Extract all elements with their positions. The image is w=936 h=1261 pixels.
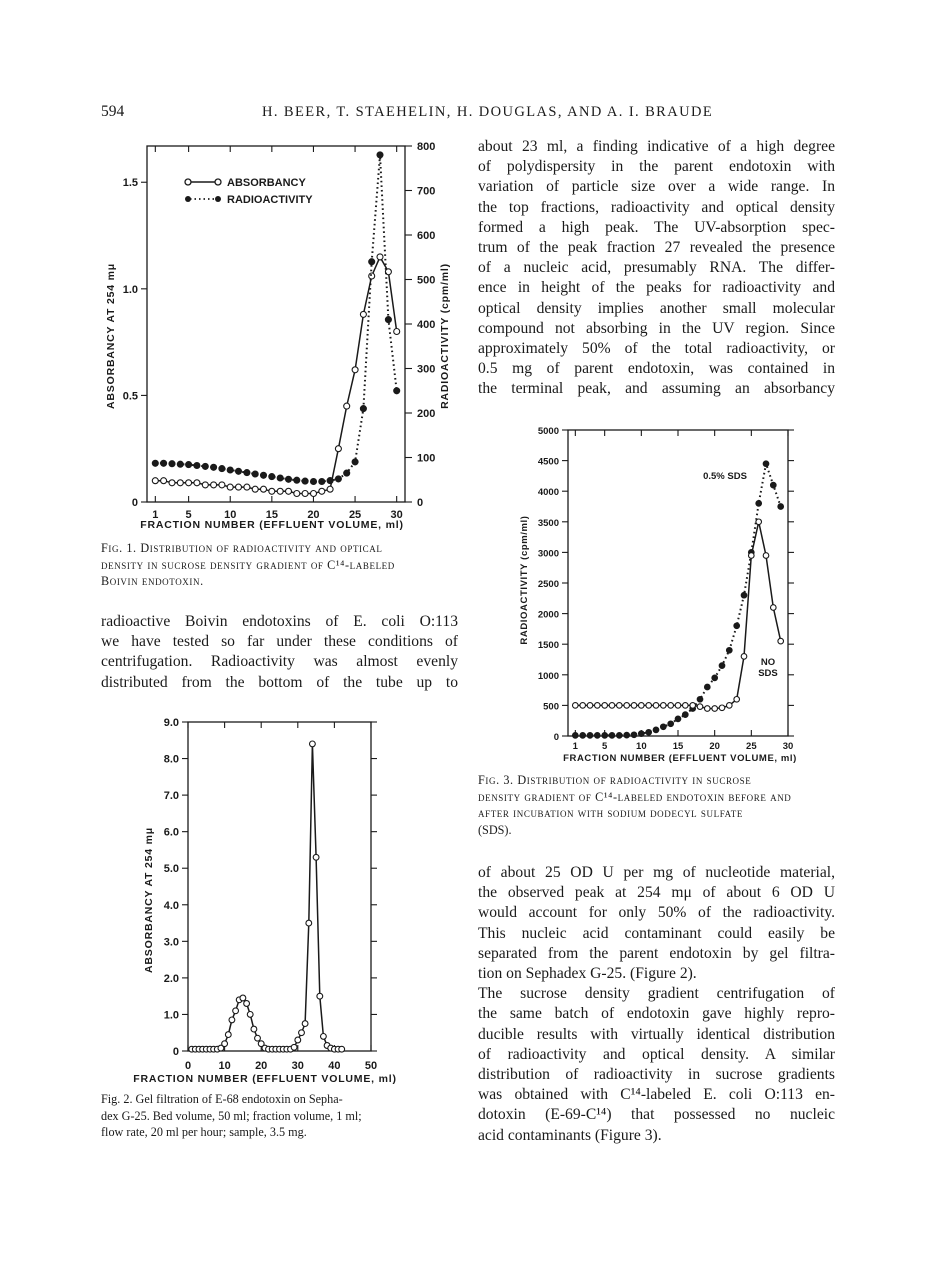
data-point	[202, 463, 208, 469]
data-point	[756, 519, 762, 525]
fig1-y2-label: RADIOACTIVITY (cpm/ml)	[439, 263, 451, 409]
text-line: the observed peak at 254 mμ of about 6 OD U	[478, 884, 835, 902]
y-tick-label: 9.0	[163, 717, 179, 729]
figure-3-caption	[478, 772, 835, 838]
text-line: the top fractions, radioactivity and optical density	[478, 198, 835, 216]
series-line	[192, 744, 342, 1049]
data-point	[639, 703, 645, 709]
data-point	[385, 317, 391, 323]
fig3-label-no-sds: SDS	[758, 668, 778, 679]
fig2-y-label: ABSORBANCY AT 254 mμ	[143, 827, 155, 973]
data-point	[602, 703, 608, 709]
text-line: compound not absorbing in the UV region. Since	[478, 319, 835, 337]
text-line: approximately 50% of the total radioactivity, or	[478, 340, 835, 358]
x-tick-label: 10	[636, 741, 647, 752]
data-point	[690, 703, 696, 709]
x-tick-label: 20	[255, 1060, 268, 1072]
data-point	[194, 463, 200, 469]
y2-tick-label: 300	[417, 363, 436, 376]
text-line: of polydispersity in the parent endotoxin with	[478, 158, 835, 176]
fig1-legend-absorbancy: ABSORBANCY	[227, 177, 306, 189]
text-line: tion on Sephadex G-25. (Figure 2).	[478, 965, 697, 983]
data-point	[719, 705, 725, 711]
data-point	[291, 1044, 297, 1050]
data-point	[727, 703, 733, 709]
data-point	[719, 663, 725, 669]
y-tick-label: 0.5	[122, 390, 138, 403]
text-line: distributed from the bottom of the tube up to	[101, 673, 458, 691]
figure-2-caption	[101, 1091, 458, 1141]
data-point	[339, 1046, 345, 1052]
y-tick-label: 4.0	[163, 899, 179, 912]
data-point	[595, 733, 601, 739]
fig2-x-tick-labels	[185, 1060, 377, 1072]
y-tick-label: 1.0	[122, 283, 138, 296]
fig1-caption-line: Boivin endotoxin.	[101, 574, 204, 589]
data-point	[211, 464, 217, 470]
x-tick-label: 30	[782, 741, 794, 752]
data-point	[705, 706, 711, 712]
fig3-no-sds-series	[573, 519, 784, 711]
data-point	[771, 482, 777, 488]
text-line: distribution of radioactivity in sucrose gradients	[478, 1066, 835, 1084]
fig1-legend-radioactivity: RADIOACTIVITY	[227, 194, 313, 206]
data-point	[317, 993, 323, 999]
y-tick-label: 500	[543, 701, 559, 713]
data-point	[255, 1035, 261, 1041]
y2-tick-label: 800	[417, 141, 436, 153]
data-point	[778, 638, 784, 644]
data-point	[186, 480, 192, 486]
body-text-left	[101, 612, 458, 693]
data-point	[277, 488, 283, 494]
y-tick-label: 2.0	[163, 972, 179, 985]
y2-tick-label: 400	[417, 319, 436, 331]
data-point	[244, 470, 250, 476]
text-line: The sucrose density gradient centrifugation of	[478, 985, 835, 1003]
data-point	[377, 254, 383, 260]
data-point	[668, 703, 674, 709]
data-point	[319, 479, 325, 485]
text-line: ence in height of the peaks for radioactivity and	[478, 279, 835, 297]
fig3-sds-series	[573, 461, 784, 738]
text-line: of a nucleic acid, presumably RNA. The differ-	[478, 259, 835, 277]
data-point	[306, 920, 312, 926]
x-tick-label: 25	[746, 741, 757, 752]
series-line	[575, 464, 780, 736]
data-point	[240, 995, 246, 1001]
data-point	[327, 486, 333, 492]
data-point	[252, 486, 258, 492]
y-tick-label: 1500	[537, 640, 559, 652]
data-point	[227, 467, 233, 473]
data-point	[302, 478, 308, 484]
x-tick-label: 15	[672, 741, 684, 752]
y-tick-label: 4500	[537, 456, 559, 468]
text-line: variation of particle size over a wide range. In	[478, 178, 835, 196]
data-point	[369, 259, 375, 265]
x-tick-label: 30	[390, 509, 403, 521]
data-point	[313, 854, 319, 860]
data-point	[661, 724, 667, 730]
y-tick-label: 8.0	[163, 753, 179, 766]
text-line: radioactive Boivin endotoxins of E. coli O:113	[101, 613, 458, 630]
data-point	[734, 623, 740, 629]
x-tick-label: 50	[364, 1060, 378, 1072]
data-point	[335, 446, 341, 452]
data-point	[668, 721, 674, 727]
fig3-caption-line: after incubation with sodium dodecyl sulfate	[478, 806, 743, 821]
fig1-caption-line: density in sucrose density gradient of C¹⁴-labeled	[101, 557, 395, 572]
x-tick-label: 15	[265, 509, 278, 521]
text-line: of about 25 OD U per mg of nucleotide material,	[478, 864, 835, 881]
y-tick-label: 0	[131, 497, 138, 509]
data-point	[344, 470, 350, 476]
data-point	[299, 1030, 305, 1036]
data-point	[727, 648, 733, 654]
fig1-x-label: FRACTION NUMBER (EFFLUENT VOLUME, ml)	[140, 519, 404, 531]
fig2-caption-line: dex G-25. Bed volume, 50 ml; fraction volume, 1 ml;	[101, 1108, 362, 1123]
data-point	[286, 488, 292, 494]
text-line: ducible results with virtually identical distribution	[478, 1025, 835, 1043]
fig3-caption-line: Fig. 3. Distribution of radioactivity in sucrose	[478, 773, 752, 787]
data-point	[244, 484, 250, 490]
y2-tick-label: 0	[417, 497, 424, 509]
data-point	[311, 479, 317, 485]
data-point	[631, 703, 637, 709]
data-point	[734, 697, 740, 703]
y-tick-label: 5000	[537, 426, 559, 437]
data-point	[161, 460, 167, 466]
x-tick-label: 20	[307, 509, 320, 521]
body-text-right-bottom	[478, 863, 835, 1146]
text-line: the same batch of endotoxin gave highly repro-	[478, 1005, 835, 1023]
text-line: of radioactivity and optical density. A similar	[478, 1045, 835, 1063]
data-point	[394, 329, 400, 335]
data-point	[675, 716, 681, 722]
fig3-y-tick-labels	[538, 426, 559, 743]
data-point	[587, 733, 593, 739]
data-point	[631, 732, 637, 738]
data-point	[177, 480, 183, 486]
data-point	[639, 731, 645, 737]
x-tick-label: 10	[224, 509, 237, 521]
data-point	[624, 703, 630, 709]
text-line: would account for only 50% of the radioactivity.	[478, 904, 835, 922]
y2-tick-label: 700	[417, 185, 436, 198]
data-point	[756, 501, 762, 507]
data-point	[683, 712, 689, 718]
fig3-caption-line: (SDS).	[478, 822, 512, 837]
text-line: formed a high peak. The UV-absorption spec-	[478, 218, 835, 236]
data-point	[763, 461, 769, 467]
body-text-right-top	[478, 137, 835, 400]
data-point	[302, 491, 308, 497]
data-point	[286, 476, 292, 482]
data-point	[277, 475, 283, 481]
data-point	[211, 482, 217, 488]
y-tick-label: 0	[172, 1046, 179, 1058]
y-tick-label: 3500	[537, 517, 559, 529]
data-point	[219, 482, 225, 488]
data-point	[219, 466, 225, 472]
figure-1-chart	[100, 136, 470, 536]
x-tick-label: 25	[348, 509, 362, 521]
fig1-left-tick-labels	[123, 177, 138, 509]
figure-2-chart	[120, 710, 460, 1090]
fig2-y-tick-labels	[164, 717, 179, 1058]
y-tick-label: 6.0	[163, 826, 179, 839]
data-point	[251, 1026, 257, 1032]
data-point	[294, 491, 300, 497]
fig3-x-label: FRACTION NUMBER (EFFLUENT VOLUME, ml)	[563, 753, 797, 764]
page-number: 594	[101, 103, 125, 120]
y2-tick-label: 500	[417, 274, 436, 287]
data-point	[327, 478, 333, 484]
data-point	[771, 605, 777, 611]
data-point	[294, 477, 300, 483]
y-tick-label: 1.0	[163, 1009, 179, 1022]
x-tick-label: 5	[602, 741, 608, 752]
data-point	[617, 733, 623, 739]
text-line: we have tested so far under these conditions of	[101, 633, 458, 651]
data-point	[360, 406, 366, 412]
x-tick-label: 5	[185, 509, 192, 521]
data-point	[587, 703, 593, 709]
data-point	[233, 1008, 239, 1014]
y-tick-label: 1000	[537, 670, 559, 682]
data-point	[763, 553, 769, 559]
data-point	[177, 461, 183, 467]
fig3-y-label: RADIOACTIVITY (cpm/ml)	[519, 515, 530, 645]
data-point	[236, 484, 242, 490]
fig3-caption-line: density gradient of C¹⁴-labeled endotoxin before and	[478, 789, 792, 804]
data-point	[321, 1034, 327, 1040]
fig2-x-label: FRACTION NUMBER (EFFLUENT VOLUME, ml)	[133, 1073, 397, 1085]
data-point	[617, 703, 623, 709]
data-point	[161, 478, 167, 484]
figure-1-caption	[101, 540, 458, 590]
data-point	[741, 592, 747, 598]
text-line: 0.5 mg of parent endotoxin, was contained in	[478, 360, 835, 378]
text-line: trum of the peak fraction 27 revealed the presence	[478, 239, 835, 257]
data-point	[675, 703, 681, 709]
data-point	[202, 482, 208, 488]
data-point	[194, 480, 200, 486]
data-point	[222, 1041, 228, 1047]
fig2-absorbancy-series	[189, 741, 345, 1052]
data-point	[741, 654, 747, 660]
fig2-caption-line: Fig. 2. Gel filtration of E-68 endotoxin on Sepha-	[101, 1092, 343, 1106]
fig3-axes	[562, 430, 794, 736]
data-point	[186, 462, 192, 468]
data-point	[580, 703, 586, 709]
y-tick-label: 0	[553, 732, 559, 743]
data-point	[624, 732, 630, 738]
text-line: This nucleic acid contaminant could easily be	[478, 924, 835, 942]
data-point	[653, 703, 659, 709]
data-point	[229, 1017, 235, 1023]
data-point	[311, 491, 317, 497]
data-point	[712, 706, 718, 712]
text-line: optical density implies another small molecular	[478, 299, 835, 317]
fig2-caption-line: flow rate, 20 ml per hour; sample, 3.5 mg.	[101, 1125, 307, 1140]
fig3-x-tick-labels	[573, 741, 794, 752]
data-point	[319, 488, 325, 494]
y-tick-label: 3000	[537, 548, 559, 560]
data-point	[236, 468, 242, 474]
data-point	[261, 472, 267, 478]
data-point	[697, 704, 703, 710]
data-point	[335, 476, 341, 482]
data-point	[646, 730, 652, 736]
data-point	[352, 459, 358, 465]
data-point	[352, 367, 358, 373]
fig1-legend	[185, 177, 313, 206]
text-line: about 23 ml, a finding indicative of a high degree	[478, 138, 835, 155]
data-point	[653, 727, 659, 733]
x-tick-label: 0	[184, 1060, 192, 1072]
data-point	[683, 703, 689, 709]
data-point	[609, 733, 615, 739]
data-point	[152, 460, 158, 466]
plot-frame	[568, 430, 788, 736]
data-point	[602, 733, 608, 739]
data-point	[573, 733, 579, 739]
data-point	[169, 461, 175, 467]
data-point	[697, 697, 703, 703]
data-point	[169, 480, 175, 486]
fig2-axes	[182, 722, 377, 1051]
fig1-y-label: ABSORBANCY AT 254 mμ	[105, 263, 117, 409]
y-tick-label: 2500	[537, 579, 559, 590]
text-line: dotoxin (E-69-C¹⁴) that possessed no nucleic	[478, 1106, 835, 1124]
plot-frame	[188, 722, 371, 1051]
data-point	[227, 484, 233, 490]
data-point	[302, 1021, 308, 1027]
data-point	[580, 733, 586, 739]
data-point	[369, 273, 375, 279]
y-tick-label: 1.5	[122, 177, 138, 190]
data-point	[310, 741, 316, 747]
data-point	[247, 1012, 253, 1018]
data-point	[573, 703, 579, 709]
x-tick-label: 40	[328, 1060, 341, 1072]
data-point	[269, 488, 275, 494]
fig1-absorbancy-series	[152, 254, 399, 497]
x-tick-label: 1	[152, 509, 159, 521]
y-tick-label: 7.0	[163, 790, 179, 803]
data-point	[261, 486, 267, 492]
x-tick-label: 30	[291, 1060, 304, 1072]
data-point	[295, 1037, 301, 1043]
text-line: the terminal peak, and assuming an absorbancy	[478, 380, 835, 398]
data-point	[609, 703, 615, 709]
data-point	[646, 703, 652, 709]
fig1-right-tick-labels	[417, 141, 435, 509]
running-head-authors: H. BEER, T. STAEHELIN, H. DOUGLAS, AND A. I. BRAUDE	[262, 104, 714, 120]
data-point	[244, 1001, 250, 1007]
figure-3-chart	[500, 420, 830, 770]
data-point	[377, 152, 383, 158]
text-line: acid contaminants (Figure 3).	[478, 1126, 662, 1144]
fig3-label-no: NO	[760, 657, 776, 668]
data-point	[152, 478, 158, 484]
y-tick-label: 2000	[537, 609, 559, 621]
data-point	[360, 311, 366, 317]
fig1-caption-line: Fig. 1. Distribution of radioactivity and optical	[101, 541, 383, 555]
x-tick-label: 20	[709, 741, 720, 752]
x-tick-label: 10	[218, 1060, 231, 1072]
data-point	[344, 403, 350, 409]
data-point	[712, 675, 718, 681]
data-point	[705, 684, 711, 690]
y-tick-label: 5.0	[163, 863, 179, 876]
y2-tick-label: 200	[417, 408, 436, 420]
data-point	[394, 388, 400, 394]
y-tick-label: 4000	[537, 487, 559, 499]
y2-tick-label: 100	[417, 452, 436, 465]
fig3-label-sds: 0.5% SDS	[703, 471, 747, 482]
text-line: separated from the parent endotoxin by gel filtra-	[478, 944, 835, 962]
text-line: was obtained with C¹⁴-labeled E. coli O:113 en-	[478, 1086, 835, 1104]
data-point	[252, 471, 258, 477]
data-point	[595, 703, 601, 709]
x-tick-label: 1	[572, 741, 578, 752]
data-point	[225, 1032, 231, 1038]
data-point	[661, 703, 667, 709]
data-point	[749, 553, 755, 559]
data-point	[269, 474, 275, 480]
y2-tick-label: 600	[417, 230, 436, 242]
series-line	[155, 257, 396, 494]
text-line: centrifugation. Radioactivity was almost evenly	[101, 653, 458, 671]
y-tick-label: 3.0	[163, 936, 179, 949]
data-point	[778, 504, 784, 510]
